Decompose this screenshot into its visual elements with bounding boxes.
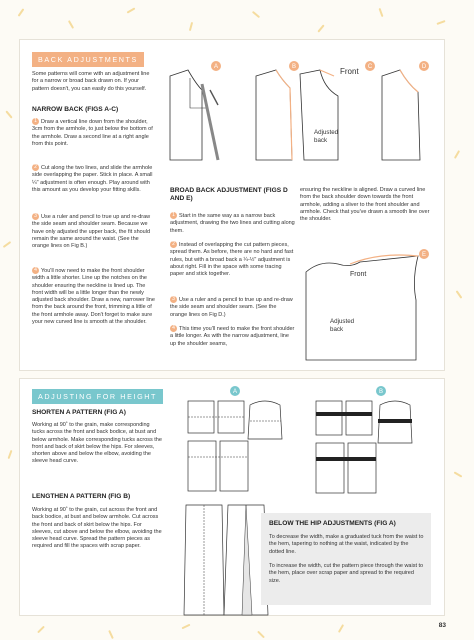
lengthen-bodice-back — [316, 401, 342, 435]
shorten-sleeve — [248, 401, 282, 439]
back-adjustment-figures — [20, 40, 444, 370]
below-hip-p2: To increase the width, cut the pattern piece through the waist to the hem, place over scrap paper and spread to the required size. — [269, 563, 424, 584]
below-hip-p1: To decrease the width, make a graduated tuck from the waist to the hem, tapering to nothing at the waist, indicated by the dotted line. — [269, 534, 424, 555]
shorten-skirt-front — [220, 441, 248, 491]
lengthen-skirt-front — [348, 443, 376, 493]
broad-step-1: 1 Start in the same way as a narrow back adjustment, drawing the two lines and cutting along them. — [170, 212, 295, 234]
fig-e-back-label: back — [330, 326, 344, 333]
fig-a-ruler — [202, 84, 218, 160]
back-adjustments-banner: BACK ADJUSTMENTS — [32, 52, 144, 67]
lengthen-bodice-front — [346, 401, 372, 435]
fig-c-back-label: back — [314, 137, 328, 144]
svg-text:A: A — [213, 64, 219, 71]
below-hip-sidebar — [261, 513, 431, 605]
narrow-step-3: 3 Use a ruler and pencil to true up and re-draw the side seam and shoulder seam. Because we have only adjusted the upper back, the fit should remain the same around the waist. (See the orange lines on Fig B.) — [32, 213, 151, 250]
lengthen-text: Working at 90˚ to the grain, cut across the front and back bodice, at bust and below armhole. Cut across the front and back of skirt below the hips. For sleeves, cut above and below the elbow, avoiding the sleeve head curve. Spread the pattern pieces as required and fill the spaces with scrap paper. — [32, 507, 162, 550]
fig-c-adjusted-label: Adjusted — [314, 129, 339, 136]
narrow-step-1: 1 Draw a vertical line down from the shoulder, 3cm from the armhole, to just below the bottom of the armhole. Draw a second line at a right angle from this point. — [32, 118, 153, 147]
broad-step-4-continued: ensuring the neckline is aligned. Draw a curved line from the back shoulder down towards the front armhole, adding a sliver to the front shoulder and armhole. Check that you've drawn a smooth line over the shoulder. — [300, 187, 430, 223]
back-adjustments-card — [20, 40, 444, 370]
fig-a-back-pattern — [170, 70, 202, 160]
shorten-text: Working at 90˚ to the grain, make corresponding tucks across the front and back bodice, at bust and below armhole. Make corresponding tucks across the front and back of skirt below the hips. For sleeves, shorten above and below the elbow, avoiding the sleeve head curve. — [32, 422, 162, 465]
broad-back-heading: BROAD BACK ADJUSTMENT (FIGS D AND E) — [170, 187, 288, 202]
shorten-heading: SHORTEN A PATTERN (FIG A) — [32, 409, 126, 416]
svg-text:B: B — [378, 389, 384, 396]
narrow-step-2: 2 Cut along the two lines, and slide the armhole side overlapping the paper. Stick in place. A small ¼" adjustment is often enough. Play around with this amount as you develop your fitting skills. — [32, 164, 153, 193]
svg-text:E: E — [421, 252, 427, 259]
svg-text:A: A — [232, 389, 238, 396]
lengthen-heading: LENGTHEN A PATTERN (FIG B) — [32, 493, 131, 500]
lengthen-skirt-back — [316, 443, 344, 493]
height-banner: ADJUSTING FOR HEIGHT — [32, 389, 163, 404]
below-hip-heading: BELOW THE HIP ADJUSTMENTS (FIG A) — [269, 520, 396, 527]
narrow-back-heading: NARROW BACK (FIGS A-C) — [32, 106, 119, 113]
fig-c-front-pattern — [300, 70, 338, 160]
svg-text:D: D — [421, 64, 427, 71]
fig-e-adjusted-label: Adjusted — [330, 318, 355, 325]
back-intro: Some patterns will come with an adjustment line for a narrow or broad back drawn on. If your pattern doesn't, you can easily do this yourself. — [32, 71, 150, 92]
svg-text:B: B — [291, 64, 297, 71]
fig-b-back-pattern — [256, 70, 292, 160]
svg-text:C: C — [367, 64, 373, 71]
broad-step-2: 2 Instead of overlapping the cut pattern pieces, spread them. As before, there are no hard and fast rules, but with a broad back a ¼-½" adjustment is about right. Fill in the space with some tracing paper and stick together. — [170, 241, 294, 278]
fig-e-front-label: Front — [350, 271, 367, 278]
shorten-skirt-back — [188, 441, 216, 491]
page-number: 83 — [438, 622, 446, 629]
fig-d-back-pattern — [382, 70, 420, 160]
fig-c-front-label: Front — [340, 67, 359, 76]
broad-step-4: 4 This time you'll need to make the front shoulder a little longer. As with the narrow adjustment, line up the shoulder seams, — [170, 325, 295, 347]
fig-a-pencil — [210, 90, 218, 105]
broad-step-3: 3 Use a ruler and a pencil to true up and re-draw the side seam and shoulder seam. (See the orange lines on Fig D.) — [170, 296, 293, 318]
narrow-step-4: 4 You'll now need to make the front shoulder width a little shorter. Line up the notches on the shoulder ensuring the neckline is lined up. The front width will be a little longer than the newly adjusted back shoulder. Draw a new, narrower line from the back around the front, trimming a little of the front armhole away. Don't forget to make sure your new curved line is smooth at the shoulder. — [32, 267, 155, 326]
